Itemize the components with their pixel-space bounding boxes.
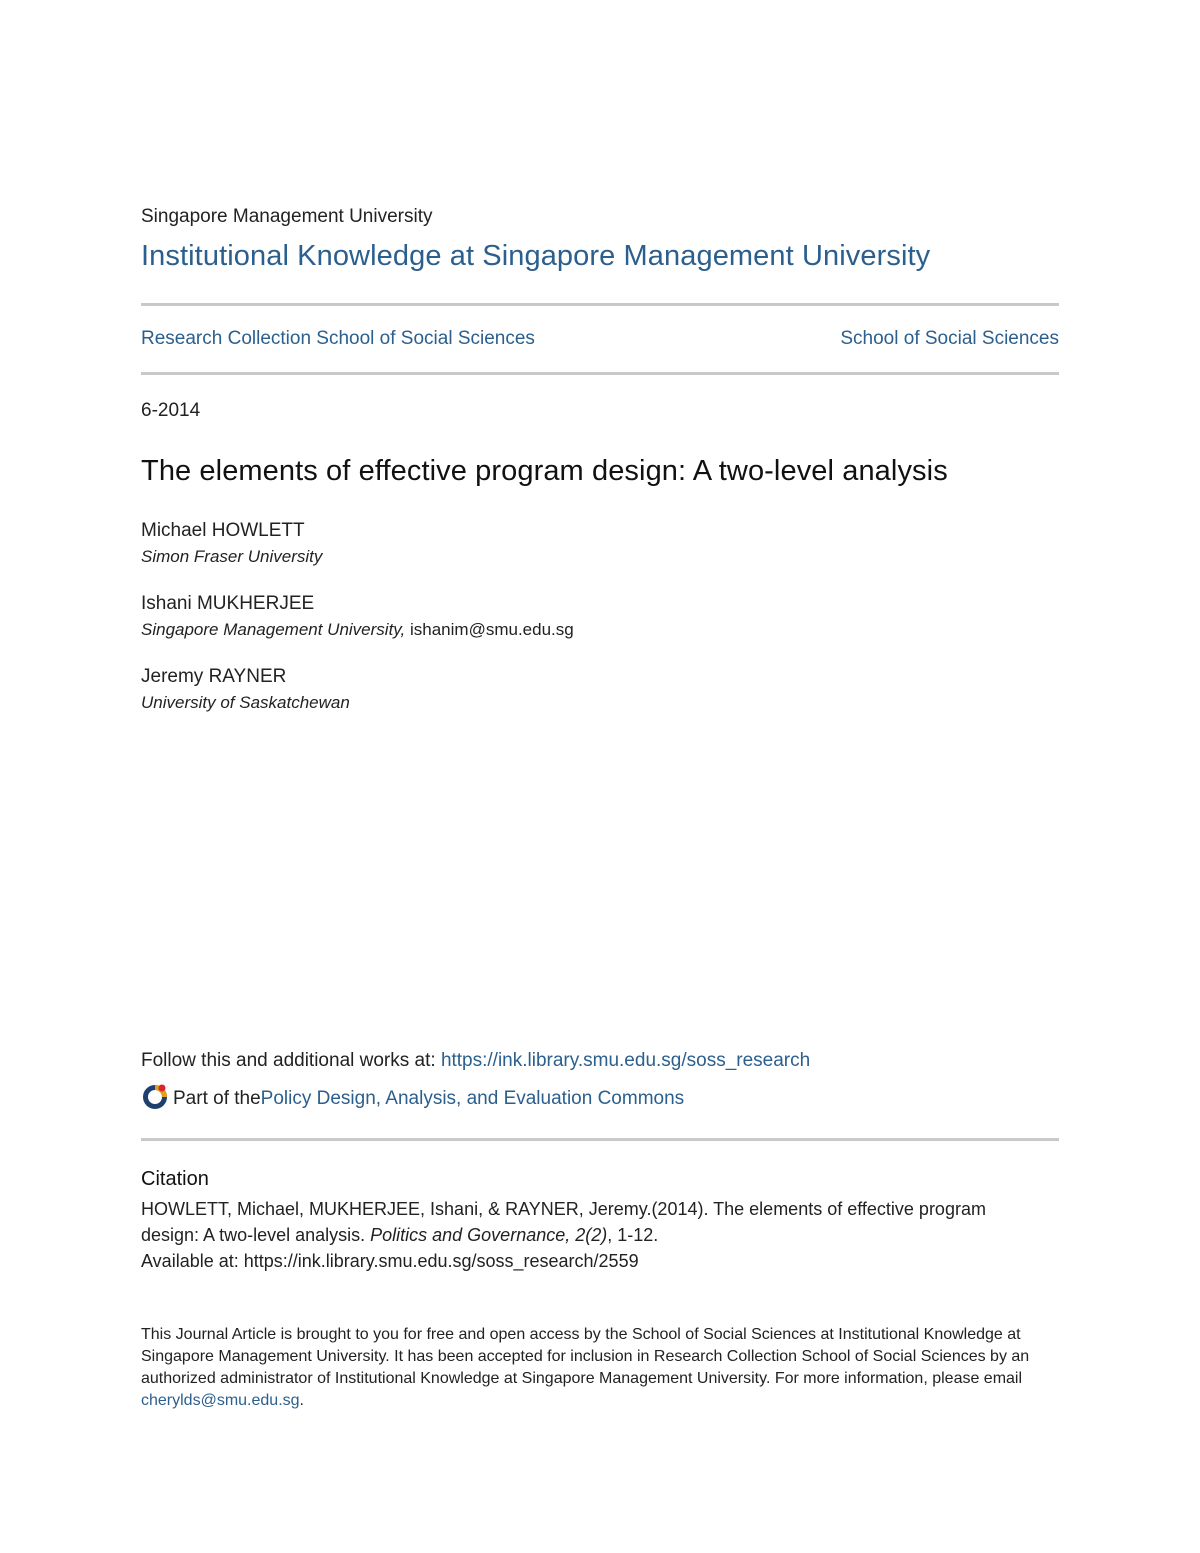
access-notice: This Journal Article is brought to you for free and open access by the School of Social Sciences at Institutional Knowledge at Singapore Management University. It has been accepted for inclusion in Research Collection School of Social Sciences by an authorized administrator of Institutional Knowledge at Singapore Management University. For more information, please email cherylds@smu.edu.sg. <box>141 1326 1030 1409</box>
author-block <box>141 664 350 716</box>
citation-text: HOWLETT, Michael, MUKHERJEE, Ishani, & RAYNER, Jeremy.(2014). The elements of effective program design: A two-level analysis. Politics and Governance, 2(2), 1-12. Available at: https://ink.library.smu.edu.sg/soss_research/2559 <box>141 1199 986 1271</box>
follow-link[interactable]: https://ink.library.smu.edu.sg/soss_research <box>440 1050 811 1071</box>
author-name: Jeremy RAYNER <box>141 666 287 687</box>
author-block <box>141 518 322 570</box>
author-email[interactable]: ishanim@smu.edu.sg <box>410 620 574 639</box>
contact-email-link[interactable]: cherylds@smu.edu.sg <box>141 1392 300 1409</box>
divider-middle <box>141 372 1059 375</box>
publication-date: 6-2014 <box>141 400 201 421</box>
author-name: Ishani MUKHERJEE <box>141 593 315 614</box>
repository-link[interactable]: Institutional Knowledge at Singapore Management University <box>141 240 931 272</box>
author-name: Michael HOWLETT <box>141 520 305 541</box>
follow-prefix: Follow this and additional works at: <box>141 1050 441 1071</box>
citation-heading: Citation <box>141 1168 209 1190</box>
journal-name: Politics and Governance, 2(2) <box>370 1225 608 1245</box>
author-block <box>141 591 574 643</box>
part-of-prefix: Part of the <box>173 1088 261 1109</box>
divider-top <box>141 303 1059 306</box>
article-title: The elements of effective program design: A two-level analysis <box>141 455 948 487</box>
author-affiliation: Singapore Management University, ishanim@smu.edu.sg <box>141 620 574 639</box>
divider-bottom <box>141 1138 1059 1141</box>
school-link[interactable]: School of Social Sciences <box>840 328 1059 349</box>
author-affiliation: Simon Fraser University <box>141 547 323 566</box>
university-name: Singapore Management University <box>141 206 433 227</box>
network-commons-icon <box>141 1082 169 1110</box>
follow-line <box>141 1050 810 1072</box>
author-affiliation: University of Saskatchewan <box>141 693 350 712</box>
collection-link[interactable]: Research Collection School of Social Sciences <box>141 328 535 349</box>
part-of-line <box>141 1085 684 1113</box>
citation-availability: Available at: https://ink.library.smu.edu.sg/soss_research/2559 <box>141 1251 639 1271</box>
commons-link[interactable]: Policy Design, Analysis, and Evaluation Commons <box>260 1088 685 1109</box>
